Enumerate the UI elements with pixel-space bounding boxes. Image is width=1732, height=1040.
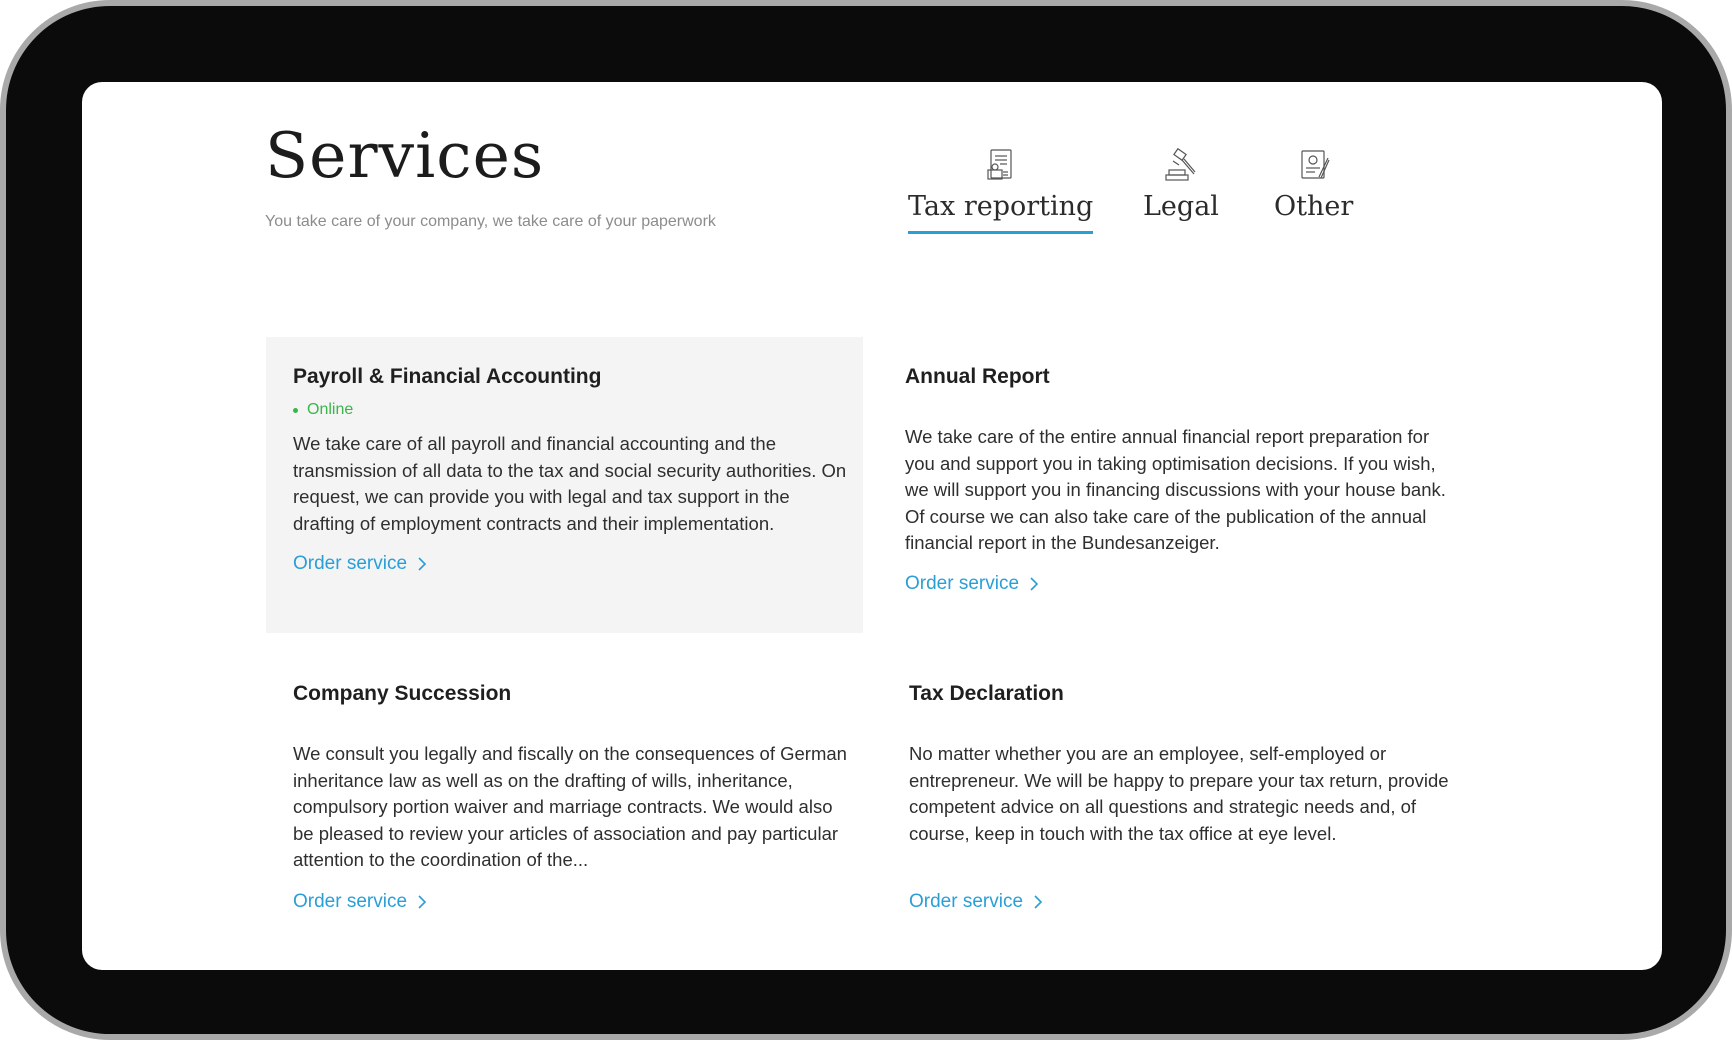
service-title: Payroll & Financial Accounting (293, 365, 602, 388)
service-title: Company Succession (293, 682, 512, 705)
tab-underline (1143, 231, 1219, 234)
tab-other[interactable] (1274, 147, 1353, 234)
order-service-link[interactable] (293, 553, 427, 575)
service-title: Tax Declaration (909, 682, 1064, 705)
page-subtitle: You take care of your company, we take care of your paperwork (265, 213, 716, 230)
chevron-right-icon (1033, 894, 1043, 910)
order-service-label: Order service (293, 890, 408, 912)
service-card-annual-report (878, 337, 1458, 633)
service-card-tax-declaration (878, 654, 1458, 944)
tab-label: Tax reporting (908, 191, 1094, 222)
gavel-icon (1164, 147, 1198, 183)
order-service-link[interactable] (905, 573, 1039, 595)
status-dot (293, 408, 298, 413)
tax-document-icon (984, 147, 1018, 183)
active-tab-underline (908, 231, 1093, 234)
service-description: We consult you legally and fiscally on the consequences of German inheritance law as well as on the drafting of wills, inheritance, compulsory portion waiver and marriage contracts. We would also be pleased to review your articles of association and pay particular attention to the coordination of the... (293, 743, 847, 870)
tab-label: Other (1274, 191, 1354, 222)
tab-label: Legal (1143, 191, 1219, 222)
order-service-label: Order service (905, 572, 1020, 594)
service-description: We take care of the entire annual financial report preparation for you and support you in taking optimisation decisions. If you wish, we will support you in financing discussions with your house bank. Of course we can also take care of the publication of the annual financial report in the Bundesanzeiger. (905, 426, 1446, 553)
status-text: Online (307, 401, 354, 418)
chevron-right-icon (417, 894, 427, 910)
order-service-label: Order service (909, 891, 1024, 912)
status-badge (293, 401, 863, 419)
service-description: We take care of all payroll and financial accounting and the transmission of all data to the tax and social security authorities. On request, we can provide you with legal and tax support in the drafting of employment contracts and their implementation. (293, 433, 847, 534)
order-service-label: Order service (293, 553, 408, 574)
order-service-link[interactable] (293, 891, 427, 913)
service-title: Annual Report (905, 365, 1050, 388)
page-title: Services (265, 119, 545, 192)
service-card-company-succession (266, 654, 863, 944)
service-card-payroll (266, 337, 863, 633)
order-service-link[interactable] (909, 891, 1043, 913)
tab-underline (1274, 231, 1353, 234)
screen (82, 82, 1662, 970)
certificate-icon (1297, 147, 1331, 183)
tab-tax-reporting[interactable] (908, 147, 1093, 234)
tab-legal[interactable] (1143, 147, 1219, 234)
service-description: No matter whether you are an employee, self-employed or entrepreneur. We will be happy to prepare your tax return, provide competent advice on all questions and strategic needs and, of course, keep in touch with the tax office at eye level. (909, 743, 1449, 844)
chevron-right-icon (417, 556, 427, 572)
chevron-right-icon (1029, 576, 1039, 592)
